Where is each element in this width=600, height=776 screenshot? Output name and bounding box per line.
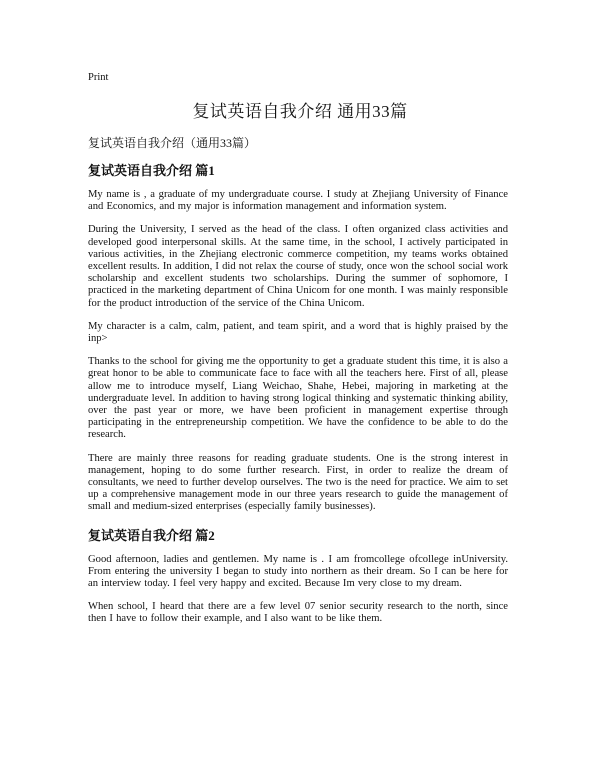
paragraph: There are mainly three reasons for reading graduate students. One is the strong interest in management, hoping to do some further research. First, in order to realize the dream of consultants, we need to further develop ourselves. The two is the need for practice. We aim to set up a comprehensive management mode in our three years research to guide the management of small and medium-sized enterprises (especially family businesses). bbox=[88, 452, 508, 513]
document-body bbox=[88, 160, 508, 637]
paragraph: My name is , a graduate of my undergraduate course. I study at Zhejiang University of Finance and Economics, and my major is information management and information system. bbox=[88, 189, 508, 213]
section-heading: 复试英语自我介绍 篇1 bbox=[88, 163, 215, 178]
document-title: 复试英语自我介绍 通用33篇 bbox=[192, 102, 408, 121]
section-1 bbox=[88, 160, 508, 514]
paragraph: Good afternoon, ladies and gentlemen. My name is . I am fromcollege ofcollege inUniversity. From entering the university I began to study into northern as their dream. So I can be here for an interview today. I feel very happy and excited. Because Im very close to my dream. bbox=[88, 553, 508, 590]
paragraph: When school, I heard that there are a few level 07 senior security research to the north, since then I have to follow their example, and I also want to be like them. bbox=[88, 601, 508, 625]
paragraph: My character is a calm, calm, patient, and team spirit, and a word that is highly praised by the inp> bbox=[88, 320, 508, 345]
document-subtitle: 复试英语自我介绍（通用33篇） bbox=[88, 136, 257, 150]
section-heading: 复试英语自我介绍 篇2 bbox=[88, 527, 215, 543]
section-2 bbox=[88, 525, 508, 626]
paragraph: Thanks to the school for giving me the opportunity to get a graduate student this time, it is also a great honor to be able to communicate face to face with all the teachers here. First of all, please allow me to introduce myself, Liang Weichao, Shahe, Hebei, majoring in marketing at the undergraduate level. In addition to having strong logical thinking and systematic thinking ability, over the past year or more, we have been proficient in management expertise through participating in the entrepreneurship competition. We have the confidence to be able to do the research. bbox=[88, 356, 508, 441]
paragraph: During the University, I served as the head of the class. I often organized class activities and developed good interpersonal skills. At the same time, in the school, I actively participated in various activities, in the Zhejiang electronic commerce competition, my teams works obtained excellent results. In addition, I did not relax the course of study, once won the school social work scholarship and excellent students two scholarships. During the summer of sophomore, I practiced in the marketing department of China Unicom for one month. I was mainly responsible for the product introduction of the service of the China Unicom. bbox=[88, 224, 508, 309]
print-label: Print bbox=[88, 72, 109, 83]
